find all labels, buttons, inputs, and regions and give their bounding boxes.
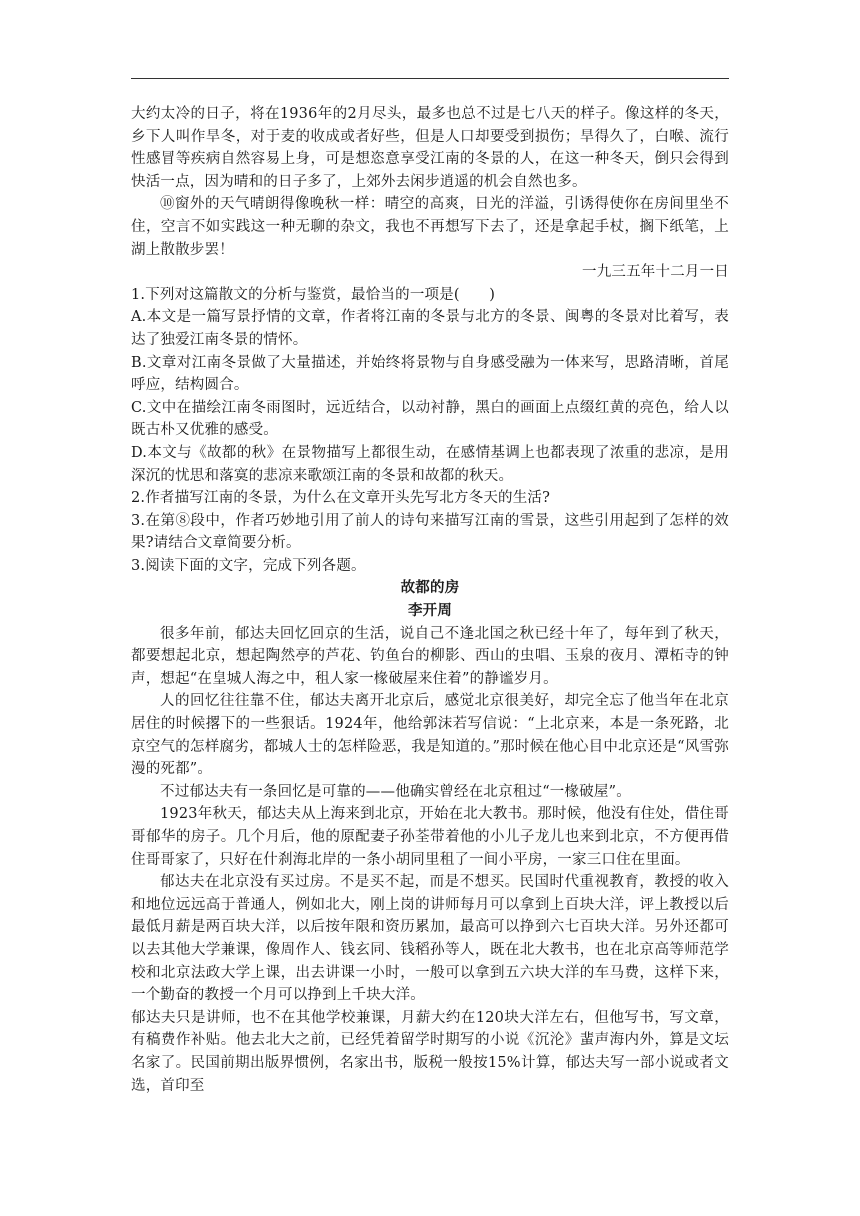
- header-rule: [131, 78, 729, 79]
- question-1-option-d: D.本文与《故都的秋》在景物描写上都很生动，在感情基调上也都表现了浓重的悲凉，是用深沉的忧思和落寞的悲凉来歌颂江南的冬景和故都的秋天。: [131, 444, 729, 484]
- question-2: 2.作者描写江南的冬景，为什么在文章开头先写北方冬天的生活?: [131, 490, 551, 507]
- article-title: 故都的房: [400, 579, 460, 597]
- article-paragraph: 人的回忆往往靠不住，郁达夫离开北京后，感觉北京很美好，却完全忘了他当年在北京居住的时候撂下的一些狠话。1924年，他给郭沫若写信说：“上北京来，本是一条死路，北京空气的怎样腐劣，都城人士的怎样险恶，我是知道的。”那时候在他心目中北京还是“风雪弥漫的死都”。: [131, 693, 729, 778]
- question-1-option-c: C.文中在描绘江南冬雨图时，远近结合，以动衬静，黑白的画面上点缀红黄的亮色，给人以既古朴又优雅的感受。: [131, 399, 729, 439]
- question-1: 1.下列对这篇散文的分析与鉴赏，最恰当的一项是( ): [131, 286, 496, 303]
- question-3: 3.在第⑧段中，作者巧妙地引用了前人的诗句来描写江南的雪景，这些引用起到了怎样的效果?请结合文章简要分析。: [131, 512, 729, 552]
- document-body: [131, 103, 729, 1097]
- question-1-option-b: B.文章对江南冬景做了大量描述，并始终将景物与自身感受融为一体来写，思路清晰，首尾呼应，结构圆合。: [131, 354, 729, 394]
- passage-paragraph-9-tail: 大约太冷的日子，将在1936年的2月尽头，最多也总不过是七八天的样子。像这样的冬天，乡下人叫作旱冬，对于麦的收成或者好些，但是人口却要受到损伤；旱得久了，白喉、流行性感冒等疾病自然容易上身，可是想恣意享受江南的冬景的人，在这一种冬天，倒只会得到快活一点，因为晴和的日子多了，上郊外去闲步逍遥的机会自然也多。: [131, 106, 729, 190]
- section-instruction: 3.阅读下面的文字，完成下列各题。: [131, 557, 366, 574]
- passage-paragraph-10: ⑩窗外的天气晴朗得像晚秋一样：晴空的高爽，日光的洋溢，引诱得使你在房间里坐不住，空言不如实践这一种无聊的杂文，我也不再想写下去了，还是拿起手杖，搁下纸笔，上湖上散散步罢！: [131, 196, 729, 258]
- article-paragraph: 郁达夫只是讲师，也不在其他学校兼课，月薪大约在120块大洋左右，但他写书，写文章，有稿费作补贴。他去北大之前，已经凭着留学时期写的小说《沉沦》蜚声海内外，算是文坛名家了。民国前期出版界惯例，名家出书，版税一般按15%计算，郁达夫写一部小说或者文选，首印至: [131, 1009, 729, 1094]
- question-1-option-a: A.本文是一篇写景抒情的文章，作者将江南的冬景与北方的冬景、闽粤的冬景对比着写，表达了独爱江南冬景的情怀。: [131, 309, 729, 348]
- article-paragraph: 不过郁达夫有一条回忆是可靠的——他确实曾经在北京租过“一椽破屋”。: [160, 783, 631, 800]
- passage-date: 一九三五年十二月一日: [582, 264, 729, 281]
- article-paragraph: 很多年前，郁达夫回忆回京的生活，说自己不逢北国之秋已经十年了，每年到了秋天，都要想起北京，想起陶然亭的芦花、钓鱼台的柳影、西山的虫唱、玉泉的夜月、潭柘寺的钟声，想起“在皇城人海之中，租人家一椽破屋来住着”的静谧岁月。: [131, 625, 729, 687]
- article-author: 李开周: [407, 602, 453, 620]
- article-paragraph: 1923年秋天，郁达夫从上海来到北京，开始在北大教书。那时候，他没有住处，借住哥哥郁华的房子。几个月后，他的原配妻子孙荃带着他的小儿子龙儿也来到北京，不方便再借住哥哥家了，只好在什刹海北岸的一条小胡同里租了一间小平房，一家三口住在里面。: [131, 806, 729, 868]
- article-paragraph: 郁达夫在北京没有买过房。不是买不起，而是不想买。民国时代重视教育，教授的收入和地位远远高于普通人，例如北大，刚上岗的讲师每月可以拿到上百块大洋，评上教授以后最低月薪是两百块大洋，以后按年限和资历累加，最高可以挣到六七百块大洋。另外还都可以去其他大学兼课，像周作人、钱玄同、钱稻孙等人，既在北大教书，也在北京高等师范学校和北京法政大学上课，出去讲课一小时，一般可以拿到五六块大洋的车马费，这样下来，一个勤奋的教授一个月可以挣到上千块大洋。: [131, 874, 729, 1004]
